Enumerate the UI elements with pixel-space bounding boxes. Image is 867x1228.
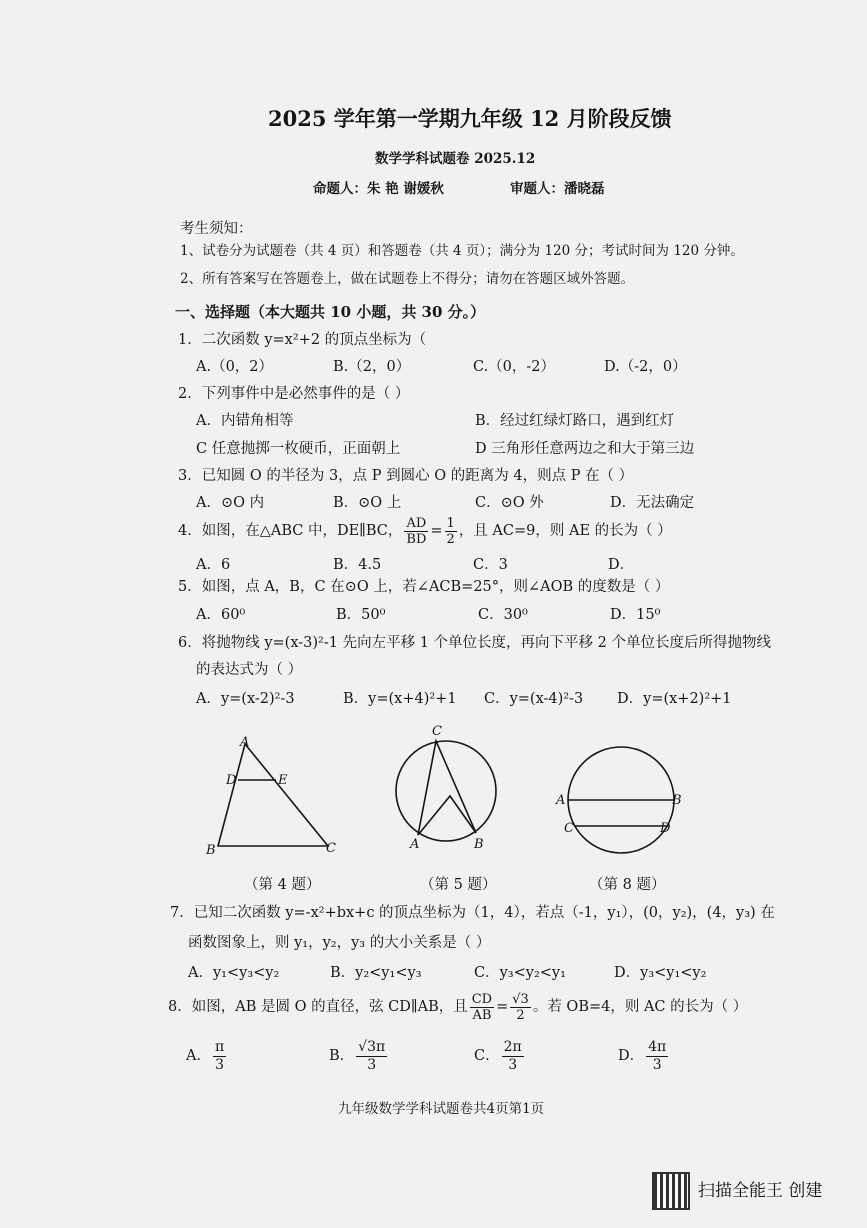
q8-option-b: B． $\frac{√3\pi}{3}$ [329,1038,386,1073]
q5-stem: 5．如图，点 A，B，C 在⊙O 上，若∠ACB=25°，则∠AOB 的度数是（ ） [178,579,670,595]
q2-option-d: D 三角形任意两边之和大于第三边 [475,441,695,457]
q8-stem-part1: 8．如图，AB 是圆 O 的直径，弦 CD∥AB，且 [168,999,468,1015]
notice-heading: 考生须知： [180,221,253,237]
fig8-caption: （第 8 题） [589,877,666,893]
q7-stem-line1: 7．已知二次函数 y=-x²+bx+c 的顶点坐标为（1，4），若点（-1，y₁），(0，y₂)，(4，y₃) 在 [170,905,775,921]
q6-stem-line2: 的表达式为（ ） [196,662,303,678]
fig4-label-e: E [278,773,288,788]
q6-option-d: D．y=(x+2)²+1 [617,691,732,707]
authors: 命题人：朱 艳 谢媛秋 [313,181,444,197]
fig4-label-c: C [326,841,336,856]
page-title: 2025 学年第一学期九年级 12 月阶段反馈 [268,106,672,131]
q1-stem: 1．二次函数 y=x²+2 的顶点坐标为（ [178,332,427,348]
q3-option-b: B．⊙O 上 [333,495,402,511]
fig5-label-a: A [410,837,420,852]
q4-half-fraction: $\frac{1}{2}$ [446,515,455,547]
q6-option-b: B．y=(x+4)²+1 [343,691,457,707]
reviewer: 审题人：潘晓磊 [510,181,605,197]
q4-stem-part1: 4．如图，在△ABC 中，DE∥BC， [178,523,403,539]
q8-stem: 8．如图，AB 是圆 O 的直径，弦 CD∥AB，且 $\frac{CD}{AB}$ = $\frac{√3}{2}$ 。若 OB=4，则 AC 的长为（ ） [168,991,748,1023]
notice-item-1: 1、试卷分为试题卷（共 4 页）和答题卷（共 4 页）；满分为 120 分；考试时间为 120 分钟。 [180,243,744,259]
q3-stem: 3．已知圆 O 的半径为 3，点 P 到圆心 O 的距离为 4，则点 P 在（ ） [178,468,634,484]
q5-option-d: D．15⁰ [610,607,661,623]
q1-option-d: D.（-2，0） [604,359,687,375]
q3-option-d: D．无法确定 [610,495,695,511]
angle-aob [418,796,476,835]
fig4-caption: （第 4 题） [244,877,321,893]
fig5-caption: （第 5 题） [420,877,497,893]
q7-option-d: D．y₃<y₁<y₂ [614,965,707,981]
fig5-label-c: C [432,724,442,739]
q2-option-a: A．内错角相等 [196,413,294,429]
page-footer: 九年级数学学科试题卷共4页第1页 [338,1101,545,1117]
q4-stem-part2: ，且 AC=9，则 AE 的长为（ ） [458,523,672,539]
figure-5-circle [392,736,502,846]
notice-item-2: 2、所有答案写在答题卷上，做在试题卷上不得分；请勿在答题区域外答题。 [180,271,635,287]
fig4-label-b: B [206,843,216,858]
fig8-label-c: C [564,821,574,836]
q8-ratio-fraction: $\frac{CD}{AB}$ [471,991,493,1023]
subtitle: 数学学科试题卷 2025.12 [375,151,536,167]
circle-o [396,741,496,841]
q7-option-b: B．y₂<y₁<y₃ [330,965,422,981]
q4-stem: 4．如图，在△ABC 中，DE∥BC， $\frac{AD}{BD}$ = $\frac{1}{2}$ ，且 AC=9，则 AE 的长为（ ） [178,515,672,547]
fig8-label-b: B [672,793,682,808]
q6-stem-line1: 6．将抛物线 y=(x-3)²-1 先向左平移 1 个单位长度，再向下平移 2 个单位长度后所得抛物线 [178,635,771,651]
q5-option-a: A．60⁰ [196,607,246,623]
q8-option-c: C． $\frac{2\pi}{3}$ [474,1038,522,1073]
q4-option-d: D． [608,557,635,573]
q4-option-c: C．3 [473,557,508,573]
q7-option-c: C．y₃<y₂<y₁ [474,965,566,981]
q3-option-c: C．⊙O 外 [475,495,544,511]
q5-option-c: C．30⁰ [478,607,528,623]
q2-stem: 2．下列事件中是必然事件的是（ ） [178,386,410,402]
q3-option-a: A．⊙O 内 [196,495,265,511]
q4-option-a: A．6 [196,557,231,573]
triangle-abc [218,744,328,846]
q5-option-b: B．50⁰ [336,607,386,623]
q7-stem-line2: 函数图象上，则 y₁，y₂，y₃ 的大小关系是（ ） [188,935,491,951]
q6-option-c: C．y=(x-4)²-3 [484,691,584,707]
q8-root3-fraction: $\frac{√3}{2}$ [512,991,529,1023]
fig4-label-a: A [240,735,250,750]
q8-option-d: D． $\frac{4\pi}{3}$ [618,1038,667,1073]
q4-ratio-fraction: $\frac{AD}{BD}$ [406,515,427,547]
fig8-label-d: D [660,821,671,836]
figure-8-circle [566,745,676,855]
q8-stem-part2: 。若 OB=4，则 AC 的长为（ ） [532,999,748,1015]
fig4-label-d: D [226,773,237,788]
q2-option-b: B．经过红绿灯路口，遇到红灯 [475,413,675,429]
fig5-label-b: B [474,837,484,852]
scanner-watermark: 扫描全能王 创建 [698,1181,823,1201]
q1-option-b: B.（2，0） [333,359,411,375]
section-heading: 一、选择题（本大题共 10 小题，共 30 分。） [175,303,486,321]
q1-option-c: C.（0，-2） [473,359,556,375]
q2-option-c: C 任意抛掷一枚硬币，正面朝上 [196,441,401,457]
q6-option-a: A．y=(x-2)²-3 [196,691,295,707]
q1-option-a: A.（0，2） [196,359,274,375]
q7-option-a: A．y₁<y₃<y₂ [188,965,280,981]
qr-code-icon [652,1172,690,1210]
q4-option-b: B．4.5 [333,557,382,573]
q8-option-a: A． $\frac{\pi}{3}$ [186,1038,225,1073]
fig8-label-a: A [556,793,566,808]
